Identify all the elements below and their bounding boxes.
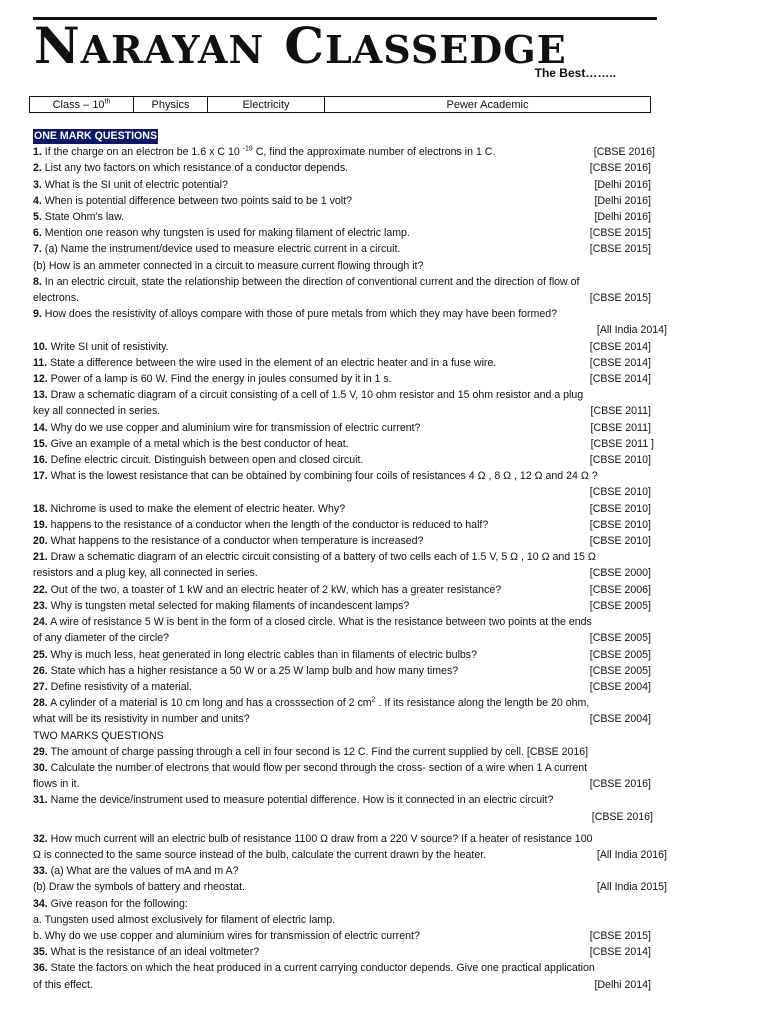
source-tag: [CBSE 2000] <box>589 567 651 580</box>
question-32: 32. How much current will an electric bulb of resistance 1100 Ω draw from a 220 V source? If a heater of resistance 100 <box>33 832 593 845</box>
source-tag: [Delhi 2016] <box>594 178 651 191</box>
question-3: 3. What is the SI unit of electric potential? [Delhi 2016] <box>33 177 673 193</box>
source-tag: [CBSE 2014] <box>589 373 651 386</box>
question-16: 16. Define electric circuit. Distinguish between open and closed circuit. [CBSE 2010] <box>33 452 673 468</box>
question-30: 30. Calculate the number of electrons that would flow per second through the cross- section of a wire when 1 A current <box>33 761 588 774</box>
source-tag: [CBSE 2016] <box>593 146 655 159</box>
question-21: 21. Draw a schematic diagram of an electric circuit consisting of a battery of two cells each of 1.5 V, 5 Ω , 10 Ω and 15 Ω <box>33 551 596 564</box>
question-19: 19. happens to the resistance of a conductor when the length of the conductor is reduced to half? [CBSE 2010] <box>33 517 673 533</box>
question-2: 2. List any two factors on which resistance of a conductor depends. [CBSE 2016] <box>33 160 673 176</box>
source-tag: [CBSE 2014] <box>589 340 651 353</box>
question-1: 1. If the charge on an electron be 1.6 x C 10 $^{-19}$ C, find the approximate number of electrons in 1 C. [CBSE 2016] <box>33 144 673 160</box>
source-tag: [CBSE 2016] <box>589 778 651 791</box>
question-13: 13. Draw a schematic diagram of a circuit consisting of a cell of 1.5 V, 10 ohm resistor and 15 ohm resistor and a plug <box>33 389 584 402</box>
question-21-cont: resistors and a plug key, all connected in series. [CBSE 2000] <box>33 565 673 581</box>
tagline: The Best…….. <box>534 66 616 80</box>
source-tag: [CBSE 2015] <box>589 243 651 256</box>
question-24-cont: of any diameter of the circle? [CBSE 2005] <box>33 630 673 646</box>
question-29: 29. The amount of charge passing through a cell in four second is 12 C. Find the current supplied by cell. [CBSE 2016] <box>33 745 589 758</box>
source-tag: [Delhi 2016] <box>594 211 651 224</box>
question-27: 27. Define resistivity of a material. [CBSE 2004] <box>33 679 673 695</box>
question-23: 23. Why is tungsten metal selected for making filaments of incandescent lamps? [CBSE 2005] <box>33 598 673 614</box>
source-tag: [CBSE 2005] <box>589 664 651 677</box>
question-20: 20. What happens to the resistance of a conductor when temperature is increased? [CBSE 2010] <box>33 533 673 549</box>
question-32-cont: Ω is connected to the same source instead of the bulb, calculate the current drawn by the heater. [All India 2016] <box>33 847 673 863</box>
question-8-cont: electrons. [CBSE 2015] <box>33 290 673 306</box>
question-36-cont: of this effect. [Delhi 2014] <box>33 977 673 993</box>
source-tag: [CBSE 2006] <box>589 583 651 596</box>
question-8: 8. In an electric circuit, state the relationship between the direction of conventional current and the direction of flow of <box>33 275 580 288</box>
question-30-cont: flows in it. [CBSE 2016] <box>33 776 673 792</box>
source-tag: [All India 2014] <box>596 324 667 337</box>
source-tag: [CBSE 2014] <box>589 356 651 369</box>
source-tag: [All India 2015] <box>596 881 667 894</box>
source-tag: [CBSE 2010] <box>589 535 651 548</box>
question-31: 31. Name the device/instrument used to measure potential difference. How is it connected in an electric circuit? <box>33 794 554 807</box>
question-22: 22. Out of the two, a toaster of 1 kW and an electric heater of 2 kW, which has a greater resistance? [CBSE 2006] <box>33 582 673 598</box>
section-heading-two-marks: TWO MARKS QUESTIONS <box>33 729 164 742</box>
brand-logo: NARAYAN CLASSEDGE <box>34 16 567 75</box>
question-7: 7. (a) Name the instrument/device used to measure electric current in a circuit. [CBSE 2015] <box>33 241 673 257</box>
question-33: 33. (a) What are the values of mA and m A? <box>33 865 239 878</box>
question-28: 28. A cylinder of a material is 10 cm long and has a crosssection of 2 $cm^2$ . If its resistance along the length be 20 ohm, <box>33 696 590 710</box>
chapter-cell: Electricity <box>208 97 325 113</box>
source-tag: [All India 2016] <box>596 848 667 861</box>
question-14: 14. Why do we use copper and aluminium wire for transmission of electric current? [CBSE 2011] <box>33 420 673 436</box>
question-24: 24. A wire of resistance 5 W is bent in the form of a closed circle. What is the resistance between two points at the ends <box>33 616 592 629</box>
question-26: 26. State which has a higher resistance a 50 W or a 25 W lamp bulb and how many times? [CBSE 2005] <box>33 663 673 679</box>
source-tag: [CBSE 2011] <box>590 405 651 418</box>
header <box>33 14 657 84</box>
question-36: 36. State the factors on which the heat produced in a current carrying conductor depends. Give one practical application <box>33 962 595 975</box>
question-35: 35. What is the resistance of an ideal voltmeter? [CBSE 2014] <box>33 944 673 960</box>
question-13-cont: key all connected in series. [CBSE 2011] <box>33 403 673 419</box>
source-tag: [CBSE 2010] <box>589 486 651 499</box>
question-18: 18. Nichrome is used to make the element of electric heater. Why? [CBSE 2010] <box>33 501 673 517</box>
source-tag: [CBSE 2005] <box>589 599 651 612</box>
question-10: 10. Write SI unit of resistivity. [CBSE 2014] <box>33 339 673 355</box>
source-tag: [CBSE 2010] <box>589 502 651 515</box>
question-33-part-b: (b) Draw the symbols of battery and rheostat. [All India 2015] <box>33 879 673 895</box>
info-table <box>29 96 651 113</box>
question-34-part-b: b. Why do we use copper and aluminium wires for transmission of electric current? [CBSE 2015] <box>33 928 673 944</box>
question-17: 17. What is the lowest resistance that can be obtained by combining four coils of resistances 4 Ω , 8 Ω , 12 Ω and 24 Ω ? <box>33 470 598 483</box>
source-tag: [CBSE 2015] <box>589 929 651 942</box>
source-tag: [CBSE 2015] <box>589 227 651 240</box>
academy-cell: Pewer Academic <box>325 97 651 113</box>
question-34-part-a: a. Tungsten used almost exclusively for filament of electric lamp. <box>33 913 336 926</box>
question-list <box>33 128 673 993</box>
section-heading-one-mark: ONE MARK QUESTIONS <box>34 130 158 142</box>
source-tag: [CBSE 2016] <box>589 162 651 175</box>
question-25: 25. Why is much less, heat generated in long electric cables than in filaments of electric bulbs? [CBSE 2005] <box>33 647 673 663</box>
source-tag: [CBSE 2011] <box>590 421 651 434</box>
subject-cell: Physics <box>134 97 208 113</box>
question-11: 11. State a difference between the wire used in the element of an electric heater and in a fuse wire. [CBSE 2014] <box>33 355 673 371</box>
source-tag: [CBSE 2016] <box>591 810 653 823</box>
question-7-part-b: (b) How is an ammeter connected in a circuit to measure current flowing through it? <box>33 259 424 272</box>
source-tag: [CBSE 2010] <box>589 454 651 467</box>
question-15: 15. Give an example of a metal which is the best conductor of heat. [CBSE 2011 ] <box>33 436 673 452</box>
source-tag: [CBSE 2011 ] <box>590 437 654 450</box>
question-5: 5. State Ohm’s law. [Delhi 2016] <box>33 209 673 225</box>
question-28-cont: what will be its resistivity in number and units? [CBSE 2004] <box>33 711 673 727</box>
question-34: 34. Give reason for the following: <box>33 897 188 910</box>
source-tag: [CBSE 2014] <box>589 946 651 959</box>
question-6: 6. Mention one reason why tungsten is used for making filament of electric lamp. [CBSE 2015] <box>33 225 673 241</box>
source-tag: [CBSE 2005] <box>589 632 651 645</box>
class-cell: Class – 10th <box>30 97 134 113</box>
source-tag: [Delhi 2016] <box>594 194 651 207</box>
source-tag: [CBSE 2004] <box>589 713 651 726</box>
question-12: 12. Power of a lamp is 60 W. Find the energy in joules consumed by it in 1 s. [CBSE 2014] <box>33 371 673 387</box>
source-tag: [CBSE 2015] <box>589 292 651 305</box>
question-9: 9. How does the resistivity of alloys compare with those of pure metals from which they may have been formed? <box>33 308 558 321</box>
source-tag: [CBSE 2010] <box>589 518 651 531</box>
source-tag: [Delhi 2014] <box>594 978 651 991</box>
question-4: 4. When is potential difference between two points said to be 1 volt? [Delhi 2016] <box>33 193 673 209</box>
top-rule <box>33 17 657 20</box>
source-tag: [CBSE 2004] <box>589 680 651 693</box>
source-tag: [CBSE 2005] <box>589 648 651 661</box>
